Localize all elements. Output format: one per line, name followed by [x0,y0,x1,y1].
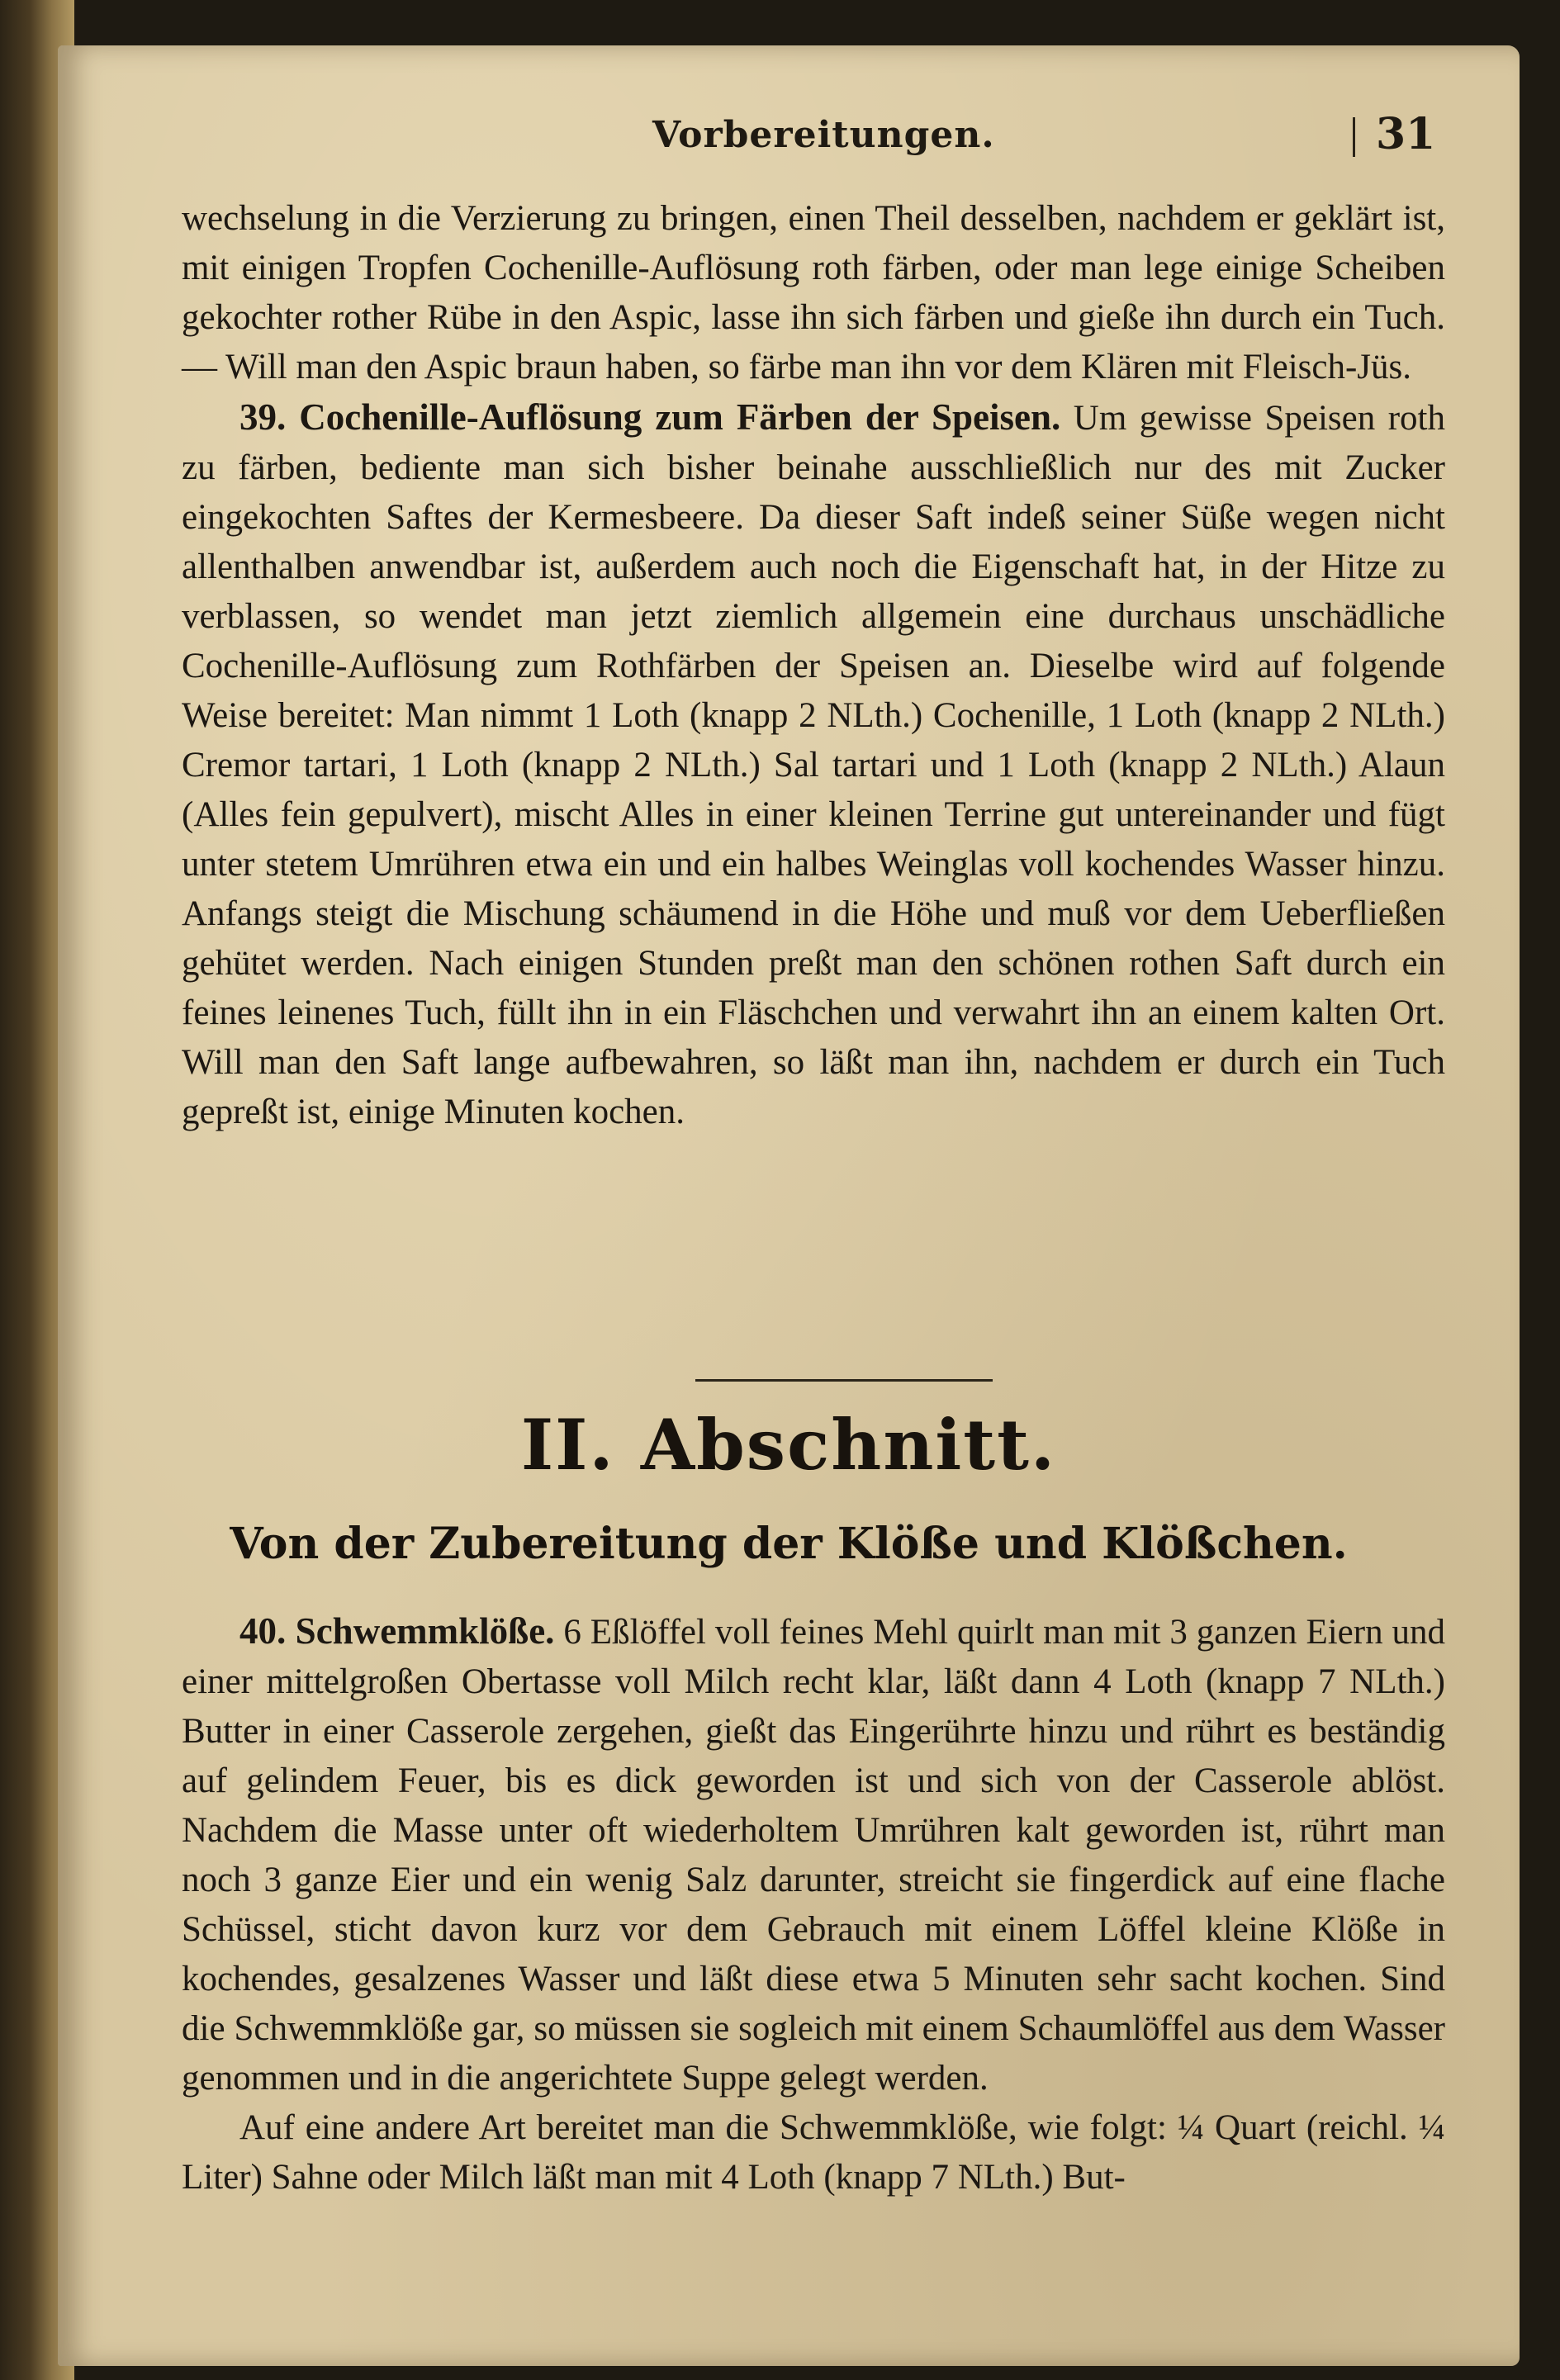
book-page [58,45,1520,2366]
running-title: Vorbereitungen. [652,114,995,156]
section-heading: II. Abschnitt. [520,1404,1057,1486]
recipe-39-title: 39. Cochenille-Auflösung zum Färben der Speisen. [239,396,1061,438]
recipe-40-title: 40. Schwemmklöße. [239,1610,555,1652]
header-rule [1353,117,1355,157]
page-number: 31 [1376,109,1436,159]
recipe-39 [182,392,1445,1137]
section-subtitle: Von der Zubereitung der Klöße und Klößchen. [230,1519,1348,1569]
text-block-bottom [182,1606,1445,2202]
recipe-40-text: 6 Eßlöffel voll feines Mehl quirlt man mit 3 ganzen Eiern und einer mittelgroßen Obertasse voll Milch recht klar, läßt dann 4 Loth (knapp 7 NLth.) Butter in einer Casserole zergehen, gießt das Eingerührte hinzu und rührt es beständig auf gelindem Feuer, bis es dick geworden ist und sich von der Casserole ablöst. Nachdem die Masse unter oft wiederholtem Umrühren kalt geworden ist, rührt man noch 3 ganze Eier und ein wenig Salz darunter, streicht sie fingerdick auf eine flache Schüssel, sticht davon kurz vor dem Gebrauch mit einem Löffel kleine Klöße in kochendes, gesalzenes Wasser und läßt diese etwa 5 Minuten sehr sacht kochen. Sind die Schwemmklöße gar, so müssen sie sogleich mit einem Schaumlöffel aus dem Wasser genommen und in die angerichtete Suppe gelegt werden. [182,1613,1446,2098]
running-header [58,107,1520,165]
text-block-top [182,194,1445,1137]
recipe-39-text: Um gewisse Speisen roth zu färben, bediente man sich bisher beinahe ausschließlich nur des mit Zucker eingekochten Saftes der Kermesbeere. Da dieser Saft indeß seiner Süße wegen nicht allenthalben anwendbar ist, außerdem auch noch die Eigenschaft hat, in der Hitze zu verblassen, so wendet man jetzt ziemlich allgemein eine durchaus unschädliche Cochenille-Auflösung zum Rothfärben der Speisen an. Dieselbe wird auf folgende Weise bereitet: Man nimmt 1 Loth (knapp 2 NLth.) Cochenille, 1 Loth (knapp 2 NLth.) Cremor tartari, 1 Loth (knapp 2 NLth.) Sal tartari und 1 Loth (knapp 2 NLth.) Alaun (Alles fein gepulvert), mischt Alles in einer kleinen Terrine gut untereinander und fügt unter stetem Umrühren etwa ein und ein halbes Weinglas voll kochendes Wasser hinzu. Anfangs steigt die Mischung schäumend in die Höhe und muß vor dem Ueberfließen gehütet werden. Nach einigen Stunden preßt man den schönen rothen Saft durch ein feines leinenes Tuch, füllt ihn in ein Fläschchen und verwahrt ihn an einem kalten Ort. Will man den Saft lange aufbewahren, so läßt man ihn, nachdem er durch ein Tuch gepreßt ist, einige Minuten kochen. [182,399,1446,1131]
paragraph-continuation: wechselung in die Verzierung zu bringen, einen Theil desselben, nachdem er geklärt ist, mit einigen Tropfen Cochenille-Auflösung roth färben, oder man lege einige Scheiben gekochter rother Rübe in den Aspic, lasse ihn sich färben und gieße ihn durch ein Tuch. — Will man den Aspic braun haben, so färbe man ihn vor dem Klären mit Fleisch-Jüs. [182,199,1445,386]
recipe-40-variant: Auf eine andere Art bereitet man die Schwemmklöße, wie folgt: ¼ Quart (reichl. ¼ Liter) Sahne oder Milch läßt man mit 4 Loth (knapp 7 NLth.) But- [182,2108,1445,2197]
section-divider [695,1379,993,1382]
recipe-40 [182,1606,1445,2103]
